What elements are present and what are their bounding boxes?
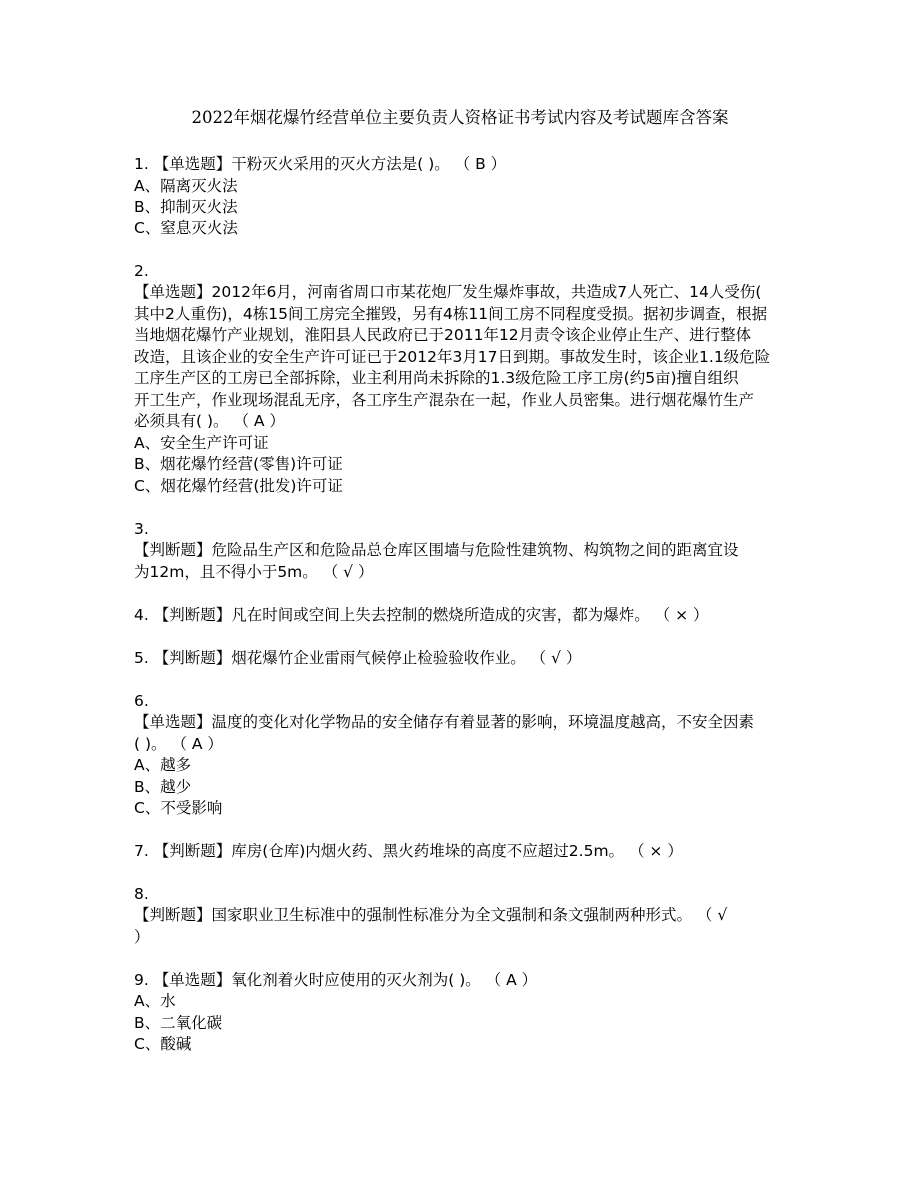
option-a: A、越多 <box>134 756 192 774</box>
option-b: B、二氧化碳 <box>134 1014 223 1032</box>
question-text: 必须具有( )。 （ A ） <box>134 412 285 430</box>
question-text: 7. 【判断题】库房(仓库)内烟火药、黑火药堆垛的高度不应超过2.5m。 （ × ） <box>134 842 683 860</box>
question-text: 开工生产，作业现场混乱无序，各工序生产混杂在一起，作业人员密集。进行烟花爆竹生产 <box>134 391 755 409</box>
option-c: C、烟花爆竹经营(批发)许可证 <box>134 477 343 495</box>
question-text: 为12m，且不得小于5m。 （ √ ） <box>134 563 374 581</box>
question-text: 5. 【判断题】烟花爆竹企业雷雨气候停止检验验收作业。 （ √ ） <box>134 649 582 667</box>
question-text: 工序生产区的工房已全部拆除，业主利用尚未拆除的1.3级危险工序工房(约5亩)擅自组织 <box>134 369 739 387</box>
question-number: 2. <box>134 262 149 280</box>
document-title: 2022年烟花爆竹经营单位主要负责人资格证书考试内容及考试题库含答案 <box>191 108 729 127</box>
option-b: B、抑制灭火法 <box>134 198 238 216</box>
question-text: 1. 【单选题】干粉灭火采用的灭火方法是( )。 （ B ） <box>134 155 507 173</box>
option-c: C、不受影响 <box>134 799 223 817</box>
question-text: 【判断题】危险品生产区和危险品总仓库区围墙与危险性建筑物、构筑物之间的距离宜设 <box>134 541 739 559</box>
option-a: A、安全生产许可证 <box>134 434 269 452</box>
question-number: 6. <box>134 692 149 710</box>
question-text: ） <box>134 928 150 946</box>
option-a: A、隔离灭火法 <box>134 177 238 195</box>
question-text: 改造，且该企业的安全生产许可证已于2012年3月17日到期。事故发生时，该企业1.1级危险 <box>134 348 771 366</box>
question-text: 4. 【判断题】凡在时间或空间上失去控制的燃烧所造成的灾害，都为爆炸。 （ × ） <box>134 606 709 624</box>
question-text: 其中2人重伤)，4栋15间工房完全摧毁，另有4栋11间工房不同程度受损。据初步调查，根据 <box>134 305 768 323</box>
option-a: A、水 <box>134 992 176 1010</box>
option-b: B、越少 <box>134 778 192 796</box>
question-text: 当地烟花爆竹产业规划，淮阳县人民政府已于2011年12月责令该企业停止生产、进行整体 <box>134 326 752 344</box>
question-text: 【单选题】2012年6月，河南省周口市某花炮厂发生爆炸事故，共造成7人死亡、14人受伤( <box>134 283 762 301</box>
option-c: C、酸碱 <box>134 1035 192 1053</box>
question-text: 9. 【单选题】氧化剂着火时应使用的灭火剂为( )。 （ A ） <box>134 971 538 989</box>
question-number: 8. <box>134 885 149 903</box>
option-b: B、烟花爆竹经营(零售)许可证 <box>134 455 343 473</box>
question-text: ( )。 （ A ） <box>134 735 223 753</box>
question-text: 【判断题】国家职业卫生标准中的强制性标准分为全文强制和条文强制两种形式。 （ √ <box>134 906 728 924</box>
question-number: 3. <box>134 520 149 538</box>
option-c: C、窒息灭火法 <box>134 219 238 237</box>
question-text: 【单选题】温度的变化对化学物品的安全储存有着显著的影响，环境温度越高，不安全因素 <box>134 713 755 731</box>
